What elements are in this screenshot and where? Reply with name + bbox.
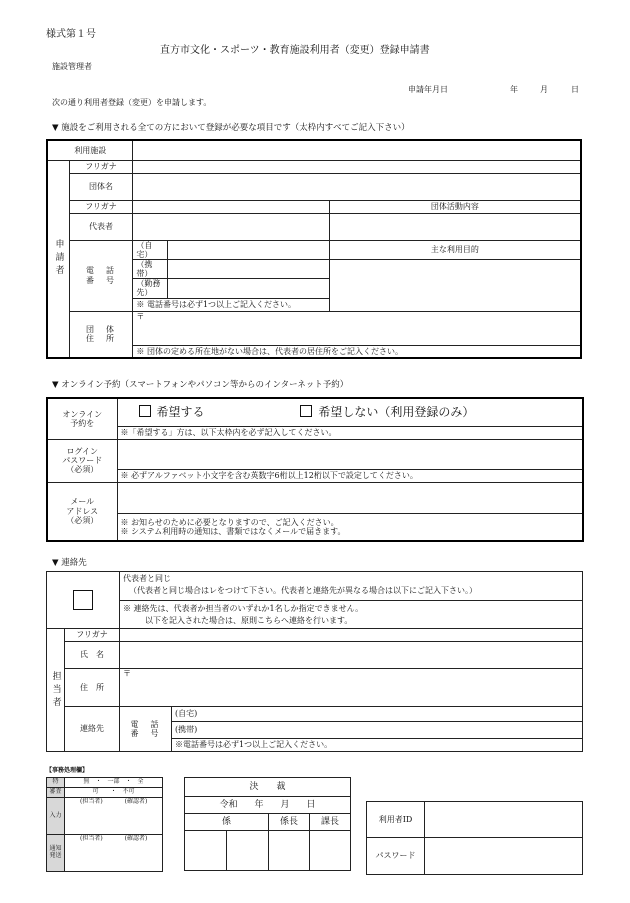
phone-note: ※ 電話番号は必ず1つ以上ご記入ください。 bbox=[133, 298, 329, 311]
approval-stamp-1[interactable] bbox=[185, 831, 227, 871]
postal-mark: 〒 bbox=[136, 311, 145, 321]
mail-note-2: ※ システム利用時の通知は、書類ではなくメールで届きます。 bbox=[120, 526, 346, 536]
person-furigana-label: フリガナ bbox=[65, 629, 120, 642]
not-want-checkbox[interactable] bbox=[300, 405, 312, 417]
mobile-label: （携 帯） bbox=[133, 259, 167, 278]
group-name-input[interactable] bbox=[133, 173, 581, 200]
person-postal-mark: 〒 bbox=[123, 669, 131, 678]
work-label: （勤務先） bbox=[133, 279, 167, 298]
not-want-label: 希望しない（利用登録のみ） bbox=[318, 404, 475, 419]
approval-col2: 係長 bbox=[269, 814, 310, 831]
contact-note-1: ※ 連絡先は、代表者か担当者のいずれか1名しか指定できません。 bbox=[123, 603, 364, 613]
form-number: 様式第１号 bbox=[46, 29, 96, 40]
approval-stamp-2[interactable] bbox=[227, 831, 269, 871]
approval-era: 令和 bbox=[219, 799, 238, 810]
section3-heading: ▼ 連絡先 bbox=[52, 558, 87, 568]
approval-col3: 課長 bbox=[310, 814, 351, 831]
id-table bbox=[366, 801, 583, 875]
work-phone-input[interactable] bbox=[167, 279, 329, 298]
address-note: ※ 団体の定める所在地がない場合は、代表者の居住所をご記入ください。 bbox=[133, 345, 581, 358]
want-option[interactable] bbox=[139, 405, 205, 419]
person-contact-label: 連絡先 bbox=[65, 707, 120, 752]
office-r3-staff: (担当者) bbox=[80, 798, 103, 805]
contact-note-2: 以下を記入された場合は、原則こちらへ連絡を行います。 bbox=[145, 616, 353, 625]
office-r1-value: 無 ・ 一部 ・ 全 bbox=[65, 778, 163, 788]
person-mobile-label: (携帯) bbox=[175, 725, 198, 735]
section1-heading: ▼ 施設をご利用される全ての方において登録が必要な項目です（太枠内すべてご記入下さい） bbox=[52, 123, 410, 133]
furigana-label: フリガナ bbox=[69, 160, 133, 173]
page-title: 直方市文化・スポーツ・教育施設利用者（変更）登録申請書 bbox=[160, 45, 430, 56]
office-heading: 【事務処理欄】 bbox=[46, 767, 89, 774]
contact-table bbox=[46, 571, 583, 752]
person-furigana-input[interactable] bbox=[120, 629, 583, 642]
office-r2-label: 審査 bbox=[47, 788, 65, 798]
online-note: ※「希望する」方は、以下太枠内を必ず記入してください。 bbox=[117, 426, 583, 439]
address-label: 団 体 住 所 bbox=[69, 311, 133, 358]
home-label: （自 宅） bbox=[133, 240, 167, 259]
person-home-input[interactable] bbox=[172, 707, 583, 722]
approval-stamp-3[interactable] bbox=[269, 831, 310, 871]
login-password-input[interactable] bbox=[117, 439, 583, 469]
office-r4-staff: (担当者) bbox=[80, 835, 103, 842]
applicant-label: 申請者 bbox=[47, 160, 69, 358]
want-checkbox[interactable] bbox=[139, 405, 151, 417]
purpose-input[interactable] bbox=[329, 259, 581, 311]
mail-note-1: ※ お知らせのために必要となりますので、ご記入ください。 bbox=[120, 517, 339, 527]
online-table bbox=[46, 397, 584, 542]
addressee: 施設管理者 bbox=[52, 62, 92, 71]
same-label: 代表者と同じ bbox=[123, 574, 171, 583]
person-home-label: (自宅) bbox=[175, 709, 198, 719]
user-id-input[interactable] bbox=[425, 802, 583, 838]
office-r4-label: 通知 発送 bbox=[47, 835, 65, 872]
person-label: 担当者 bbox=[47, 629, 65, 752]
date-month: 月 bbox=[540, 85, 548, 94]
approval-col1: 係 bbox=[185, 814, 269, 831]
approval-table bbox=[184, 777, 351, 871]
office-r4-checker: (確認者) bbox=[124, 835, 148, 842]
mobile-phone-input[interactable] bbox=[167, 259, 329, 278]
purpose-label: 主な利用目的 bbox=[329, 240, 581, 259]
group-furigana-input[interactable] bbox=[133, 160, 581, 173]
login-label: ログイン パスワード （必須） bbox=[47, 439, 117, 482]
intro-text: 次の通り利用者登録（変更）を申請します。 bbox=[52, 98, 212, 107]
group-name-label: 団体名 bbox=[69, 173, 133, 200]
rep-label: 代表者 bbox=[69, 213, 133, 240]
person-address-input[interactable] bbox=[120, 669, 583, 707]
home-phone-input[interactable] bbox=[167, 240, 329, 259]
group-address-input[interactable] bbox=[133, 311, 581, 345]
user-id-label: 利用者ID bbox=[367, 802, 425, 838]
online-label: オンライン 予約を bbox=[47, 398, 117, 439]
person-name-input[interactable] bbox=[120, 642, 583, 669]
approval-month: 月 bbox=[280, 799, 290, 810]
office-r3-label: 入力 bbox=[47, 798, 65, 835]
mail-input[interactable] bbox=[117, 482, 583, 513]
person-address-label: 住 所 bbox=[65, 669, 120, 707]
office-r1-label: 特 bbox=[47, 778, 65, 788]
not-want-option[interactable] bbox=[300, 405, 474, 419]
same-check-cell[interactable] bbox=[47, 572, 120, 629]
date-label: 申請年月日 bbox=[408, 85, 448, 94]
approval-day: 日 bbox=[306, 799, 316, 810]
login-note: ※ 必ずアルファベット小文字を含む英数字6桁以上12桁以下で設定してください。 bbox=[117, 469, 583, 482]
activity-label: 団体活動内容 bbox=[329, 200, 581, 213]
approval-title: 決 裁 bbox=[185, 778, 351, 797]
applicant-table bbox=[46, 139, 582, 359]
office-r2-value: 可 ・ 不可 bbox=[65, 788, 163, 798]
person-name-label: 氏 名 bbox=[65, 642, 120, 669]
rep-furigana-input[interactable] bbox=[133, 200, 329, 213]
phone-label: 電 話 番 号 bbox=[69, 240, 133, 311]
activity-input[interactable] bbox=[329, 213, 581, 240]
person-phone-note: ※電話番号は必ず1つ以上ご記入ください。 bbox=[172, 739, 583, 752]
rep-input[interactable] bbox=[133, 213, 329, 240]
same-as-rep-checkbox[interactable] bbox=[73, 590, 93, 610]
office-r3-checker: (確認者) bbox=[124, 798, 148, 805]
person-mobile-input[interactable] bbox=[172, 722, 583, 739]
approval-year: 年 bbox=[254, 799, 264, 810]
section2-heading: ▼ オンライン予約（スマートフォンやパソコン等からのインターネット予約） bbox=[52, 380, 349, 390]
person-phone-label: 電 話 番 号 bbox=[120, 707, 172, 752]
date-year: 年 bbox=[510, 85, 518, 94]
rep-furigana-label: フリガナ bbox=[69, 200, 133, 213]
facility-label: 利用施設 bbox=[47, 140, 133, 160]
facility-input[interactable] bbox=[133, 140, 581, 160]
same-note: （代表者と同じ場合はレをつけて下さい。代表者と連絡先が異なる場合は以下にご記入下さい。） bbox=[129, 586, 477, 596]
office-table bbox=[46, 777, 163, 872]
password-label: パスワード bbox=[367, 838, 425, 875]
password-input[interactable] bbox=[425, 838, 583, 875]
mail-label: メール アドレス （必須） bbox=[47, 482, 117, 541]
approval-stamp-4[interactable] bbox=[310, 831, 351, 871]
date-day: 日 bbox=[571, 85, 579, 94]
want-label: 希望する bbox=[156, 404, 205, 419]
